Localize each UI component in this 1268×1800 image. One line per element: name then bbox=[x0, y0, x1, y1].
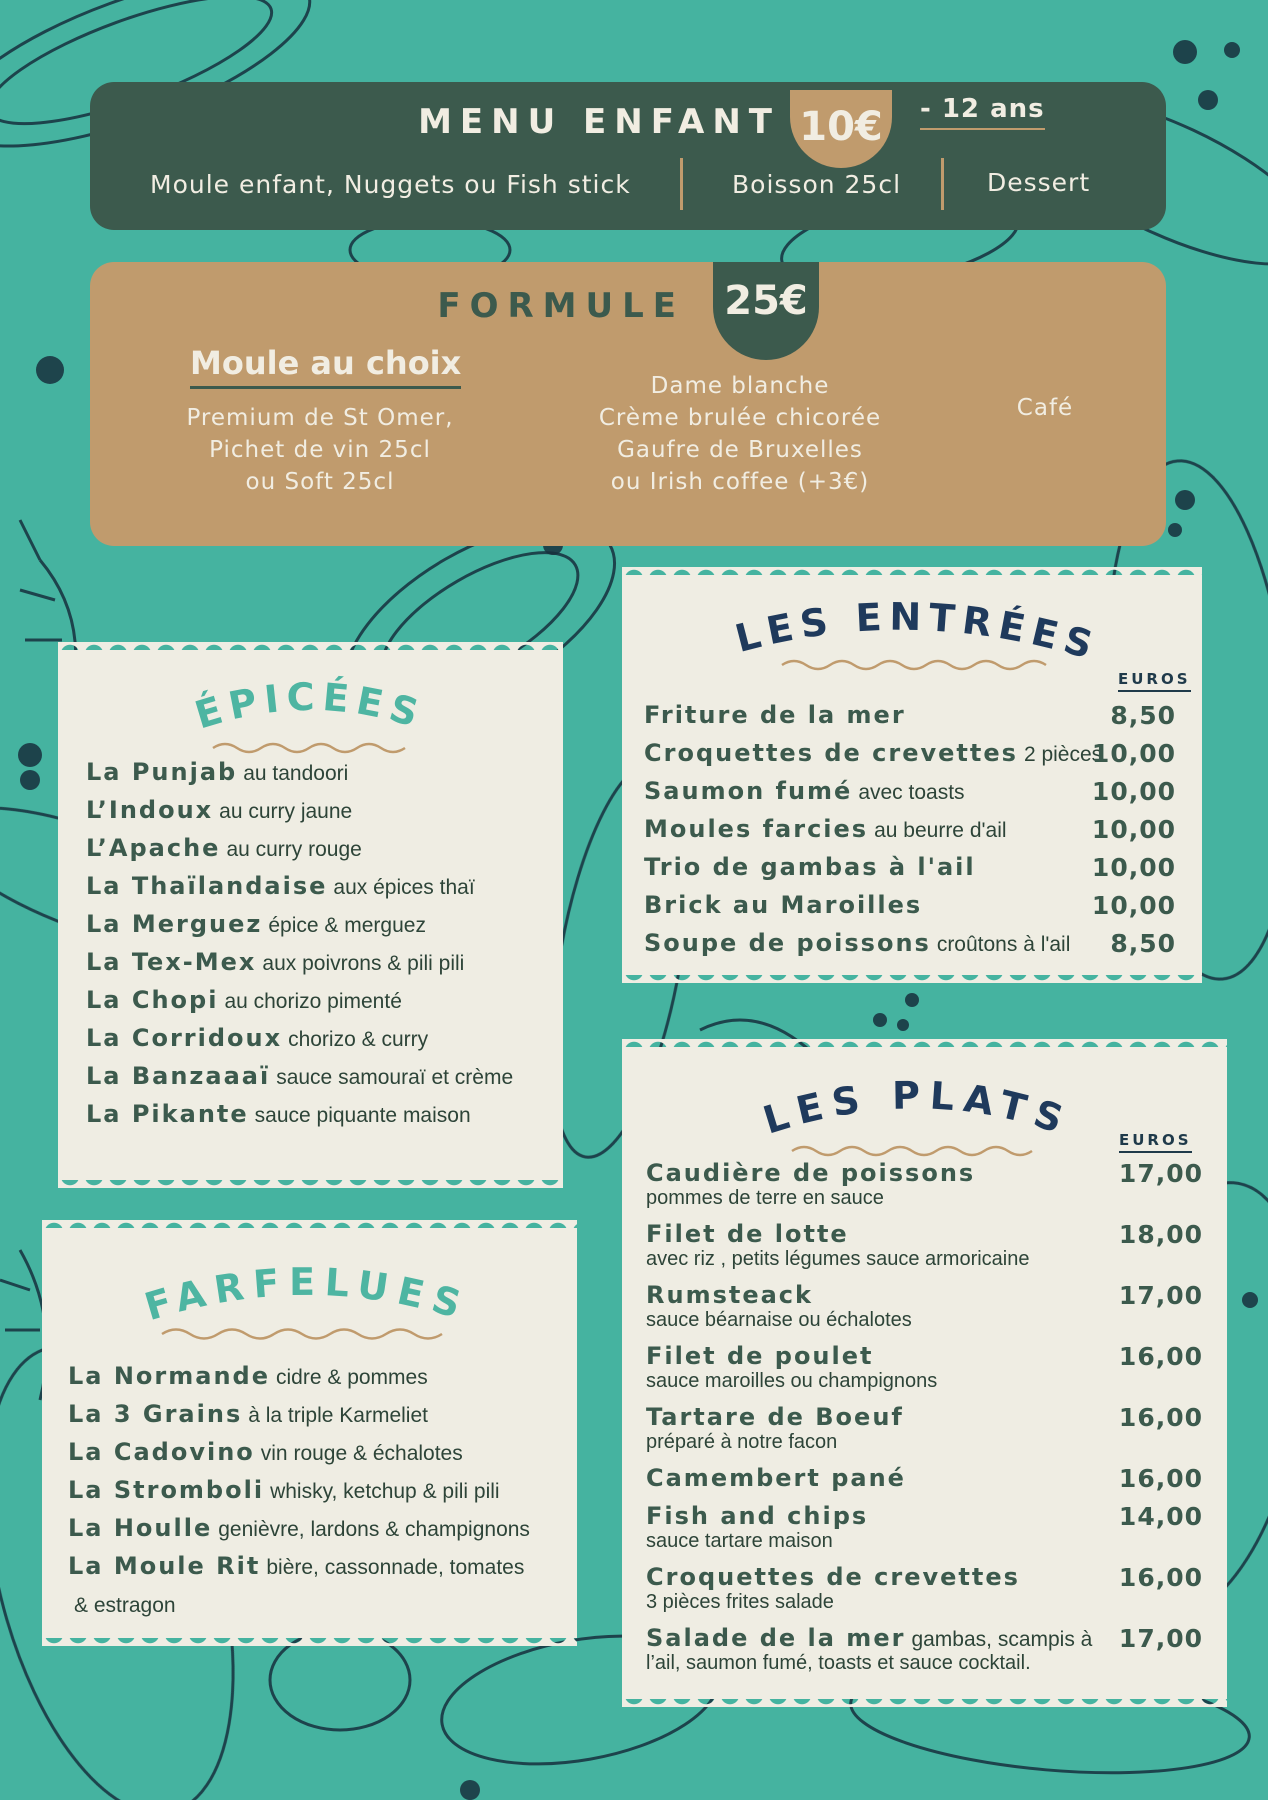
plats-item-name: Croquettes de crevettes bbox=[646, 1563, 1020, 1591]
plats-item-desc: avec riz , petits légumes sauce armoricaine bbox=[646, 1248, 1030, 1270]
farfelues-item bbox=[68, 1514, 530, 1542]
plats-item-price: 17,00 bbox=[1118, 1281, 1203, 1310]
formule-price-badge: 25€ bbox=[713, 262, 819, 360]
menu-enfant-drink-item: Boisson 25cl bbox=[732, 170, 902, 199]
epicees-item-name: La Banzaaaï bbox=[86, 1062, 271, 1090]
epicees-item-desc: au tandoori bbox=[243, 762, 349, 785]
farfelues-item-desc: à la triple Karmeliet bbox=[248, 1404, 428, 1427]
farfelues-item-name: La Stromboli bbox=[68, 1476, 265, 1504]
formule-dessert-line: Dame blanche bbox=[650, 373, 830, 399]
epicees-item bbox=[86, 986, 402, 1014]
farfelues-item-name: La Normande bbox=[68, 1362, 270, 1390]
farfelues-item bbox=[68, 1400, 428, 1428]
plats-item-desc: préparé à notre facon bbox=[646, 1431, 838, 1453]
farfelues-item-desc: bière, cassonnade, tomates bbox=[266, 1556, 525, 1579]
farfelues-item bbox=[68, 1362, 428, 1390]
plats-item bbox=[646, 1403, 1203, 1453]
formule-banner bbox=[90, 262, 1166, 546]
entrees-item-desc: croûtons à l'ail bbox=[936, 933, 1071, 956]
plats-item-name: Salade de la mer bbox=[646, 1624, 906, 1652]
farfelues-item bbox=[68, 1438, 463, 1466]
plats-item-price: 17,00 bbox=[1118, 1159, 1203, 1188]
plats-item-name: Filet de poulet bbox=[646, 1342, 874, 1370]
epicees-card bbox=[58, 650, 563, 1180]
plats-item bbox=[646, 1624, 1203, 1674]
epicees-item bbox=[86, 1024, 428, 1052]
entrees-item-desc: 2 pièces bbox=[1023, 743, 1103, 766]
wave-divider bbox=[162, 1330, 442, 1339]
entrees-item bbox=[644, 701, 1176, 729]
plats-item-name: Rumsteack bbox=[646, 1281, 813, 1309]
epicees-item-name: La Pikante bbox=[86, 1100, 249, 1128]
plats-item-price: 16,00 bbox=[1118, 1342, 1203, 1371]
epicees-item bbox=[86, 834, 362, 862]
entrees-item-name: Friture de la mer bbox=[644, 701, 906, 729]
plats-item-desc: sauce tartare maison bbox=[646, 1530, 833, 1552]
entrees-item-name: Soupe de poissons bbox=[644, 929, 931, 957]
epicees-item bbox=[86, 796, 352, 824]
farfelues-title-text: FARFELUES bbox=[139, 1259, 475, 1330]
farfelues-item-name: La Houlle bbox=[68, 1514, 213, 1542]
plats-item-inline-desc: gambas, scampis à bbox=[911, 1628, 1093, 1651]
divider bbox=[680, 158, 683, 210]
entrees-item-price: 10,00 bbox=[1091, 777, 1176, 806]
farfelues-item-name: La Moule Rit bbox=[68, 1552, 261, 1580]
entrees-item-name: Croquettes de crevettes bbox=[644, 739, 1018, 767]
epicees-item-desc: aux poivrons & pili pili bbox=[262, 952, 465, 975]
plats-item-name: Fish and chips bbox=[646, 1502, 869, 1530]
formule-coffee-line: Café bbox=[1016, 395, 1074, 421]
plats-item bbox=[646, 1342, 1203, 1392]
entrees-item-desc: au beurre d'ail bbox=[874, 819, 1007, 842]
formule-main-options bbox=[170, 402, 470, 498]
epicees-item-name: L’Apache bbox=[86, 834, 221, 862]
epicees-item-desc: au chorizo pimenté bbox=[224, 990, 402, 1013]
plats-currency-header: EUROS bbox=[1119, 1131, 1192, 1153]
svg-text:ÉPICÉES bbox=[190, 675, 430, 738]
menu-enfant-price-badge: 10€ bbox=[790, 90, 892, 168]
plats-item-name: Caudière de poissons bbox=[646, 1159, 976, 1187]
plats-item-price: 16,00 bbox=[1118, 1464, 1203, 1493]
epicees-item-desc: au curry jaune bbox=[219, 800, 353, 823]
entrees-item-name: Saumon fumé bbox=[644, 777, 853, 805]
farfelues-item-desc: vin rouge & échalotes bbox=[260, 1442, 463, 1465]
plats-card bbox=[622, 1047, 1227, 1699]
divider bbox=[553, 372, 556, 464]
epicees-item bbox=[86, 1062, 513, 1090]
menu-enfant-dessert-item: Dessert bbox=[987, 168, 1091, 197]
entrees-currency-header: EUROS bbox=[1118, 670, 1191, 692]
farfelues-item-name: La 3 Grains bbox=[68, 1400, 243, 1428]
plats-item-price: 14,00 bbox=[1118, 1502, 1203, 1531]
epicees-item-name: La Punjab bbox=[86, 758, 238, 786]
plats-item-price: 16,00 bbox=[1118, 1403, 1203, 1432]
entrees-card bbox=[622, 575, 1202, 975]
entrees-item-name: Brick au Maroilles bbox=[644, 891, 923, 919]
epicees-item bbox=[86, 948, 464, 976]
epicees-item-name: La Corridoux bbox=[86, 1024, 283, 1052]
formule-dessert-line: Crème brulée chicorée bbox=[598, 405, 882, 431]
moule-au-choix-title: Moule au choix bbox=[190, 344, 461, 389]
epicees-title bbox=[58, 668, 563, 738]
plats-item bbox=[646, 1502, 1203, 1552]
formule-dessert-options bbox=[580, 370, 900, 498]
entrees-item-price: 8,50 bbox=[1110, 929, 1176, 958]
farfelues-item bbox=[68, 1552, 524, 1580]
entrees-item-name: Trio de gambas à l'ail bbox=[644, 853, 976, 881]
epicees-item bbox=[86, 758, 348, 786]
entrees-title bbox=[622, 594, 1202, 670]
entrees-item bbox=[644, 777, 1176, 805]
entrees-item bbox=[644, 853, 1176, 881]
epicees-item-name: La Tex-Mex bbox=[86, 948, 257, 976]
plats-title-text: LES PLATS bbox=[758, 1073, 1077, 1145]
entrees-item-price: 10,00 bbox=[1091, 739, 1176, 768]
menu-enfant-banner bbox=[90, 82, 1166, 230]
formule-coffee-option bbox=[970, 392, 1120, 424]
plats-item-name: Tartare de Boeuf bbox=[646, 1403, 904, 1431]
plats-item-desc: sauce maroilles ou champignons bbox=[646, 1370, 938, 1392]
plats-item-desc: pommes de terre en sauce bbox=[646, 1187, 884, 1209]
entrees-item bbox=[644, 815, 1176, 843]
formule-dessert-line: ou Irish coffee (+3€) bbox=[610, 469, 870, 495]
entrees-item bbox=[644, 891, 1176, 919]
epicees-item bbox=[86, 872, 475, 900]
entrees-item-price: 10,00 bbox=[1091, 853, 1176, 882]
epicees-item-name: La Merguez bbox=[86, 910, 263, 938]
farfelues-item-continuation: & estragon bbox=[74, 1594, 176, 1617]
wave-divider bbox=[213, 744, 405, 752]
svg-text:LES ENTRÉES bbox=[731, 595, 1104, 670]
menu-enfant-title: MENU ENFANT bbox=[418, 102, 780, 142]
svg-text:FARFELUES bbox=[140, 1260, 475, 1329]
farfelues-title bbox=[42, 1250, 577, 1330]
formule-option-line: ou Soft 25cl bbox=[245, 469, 395, 495]
epicees-item-desc: sauce samouraï et crème bbox=[276, 1066, 514, 1089]
formule-option-line: Premium de St Omer, bbox=[186, 405, 454, 431]
plats-item bbox=[646, 1220, 1203, 1270]
formule-option-line: Pichet de vin 25cl bbox=[209, 437, 431, 463]
farfelues-item-desc: cidre & pommes bbox=[276, 1366, 428, 1389]
plats-item bbox=[646, 1159, 1203, 1209]
plats-item-desc: l’ail, saumon fumé, toasts et sauce cocktail. bbox=[646, 1652, 1031, 1674]
plats-item-name: Camembert pané bbox=[646, 1464, 906, 1492]
entrees-item-price: 8,50 bbox=[1110, 701, 1176, 730]
divider bbox=[918, 374, 921, 466]
farfelues-item-desc: genièvre, lardons & champignons bbox=[218, 1518, 530, 1541]
farfelues-card bbox=[42, 1228, 577, 1638]
epicees-item-name: L’Indoux bbox=[86, 796, 214, 824]
epicees-item-name: La Chopi bbox=[86, 986, 219, 1014]
entrees-item-price: 10,00 bbox=[1091, 815, 1176, 844]
wave-divider bbox=[782, 661, 1046, 669]
epicees-item bbox=[86, 1100, 471, 1128]
divider bbox=[941, 158, 944, 210]
farfelues-item bbox=[68, 1476, 500, 1504]
epicees-item-desc: chorizo & curry bbox=[288, 1028, 429, 1051]
plats-item-desc: sauce béarnaise ou échalotes bbox=[646, 1309, 912, 1331]
entrees-item-name: Moules farcies bbox=[644, 815, 869, 843]
entrees-item bbox=[644, 739, 1176, 767]
epicees-item bbox=[86, 910, 426, 938]
formule-title: FORMULE bbox=[437, 286, 685, 326]
farfelues-item-desc: whisky, ketchup & pili pili bbox=[270, 1480, 500, 1503]
epicees-item-desc: aux épices thaï bbox=[333, 876, 475, 899]
plats-item bbox=[646, 1281, 1203, 1331]
plats-item bbox=[646, 1563, 1203, 1613]
wave-divider bbox=[792, 1147, 1032, 1155]
entrees-title-text: LES ENTRÉES bbox=[730, 594, 1105, 670]
epicees-title-text: ÉPICÉES bbox=[189, 674, 430, 738]
plats-item-price: 16,00 bbox=[1118, 1563, 1203, 1592]
entrees-item-desc: avec toasts bbox=[858, 781, 965, 804]
epicees-item-name: La Thaïlandaise bbox=[86, 872, 328, 900]
formule-dessert-line: Gaufre de Bruxelles bbox=[617, 437, 863, 463]
entrees-item-price: 10,00 bbox=[1091, 891, 1176, 920]
entrees-item bbox=[644, 929, 1176, 957]
menu-enfant-main-item: Moule enfant, Nuggets ou Fish stick bbox=[150, 170, 631, 199]
plats-item-price: 17,00 bbox=[1118, 1624, 1203, 1653]
plats-item bbox=[646, 1464, 1203, 1492]
epicees-item-desc: sauce piquante maison bbox=[254, 1104, 471, 1127]
menu-enfant-age-limit: - 12 ans bbox=[920, 94, 1045, 130]
svg-text:LES PLATS bbox=[758, 1073, 1077, 1144]
plats-item-name: Filet de lotte bbox=[646, 1220, 849, 1248]
epicees-item-desc: au curry rouge bbox=[226, 838, 362, 861]
farfelues-item-name: La Cadovino bbox=[68, 1438, 255, 1466]
plats-item-price: 18,00 bbox=[1118, 1220, 1203, 1249]
plats-item-desc: 3 pièces frites salade bbox=[646, 1591, 834, 1613]
epicees-item-desc: épice & merguez bbox=[268, 914, 426, 937]
